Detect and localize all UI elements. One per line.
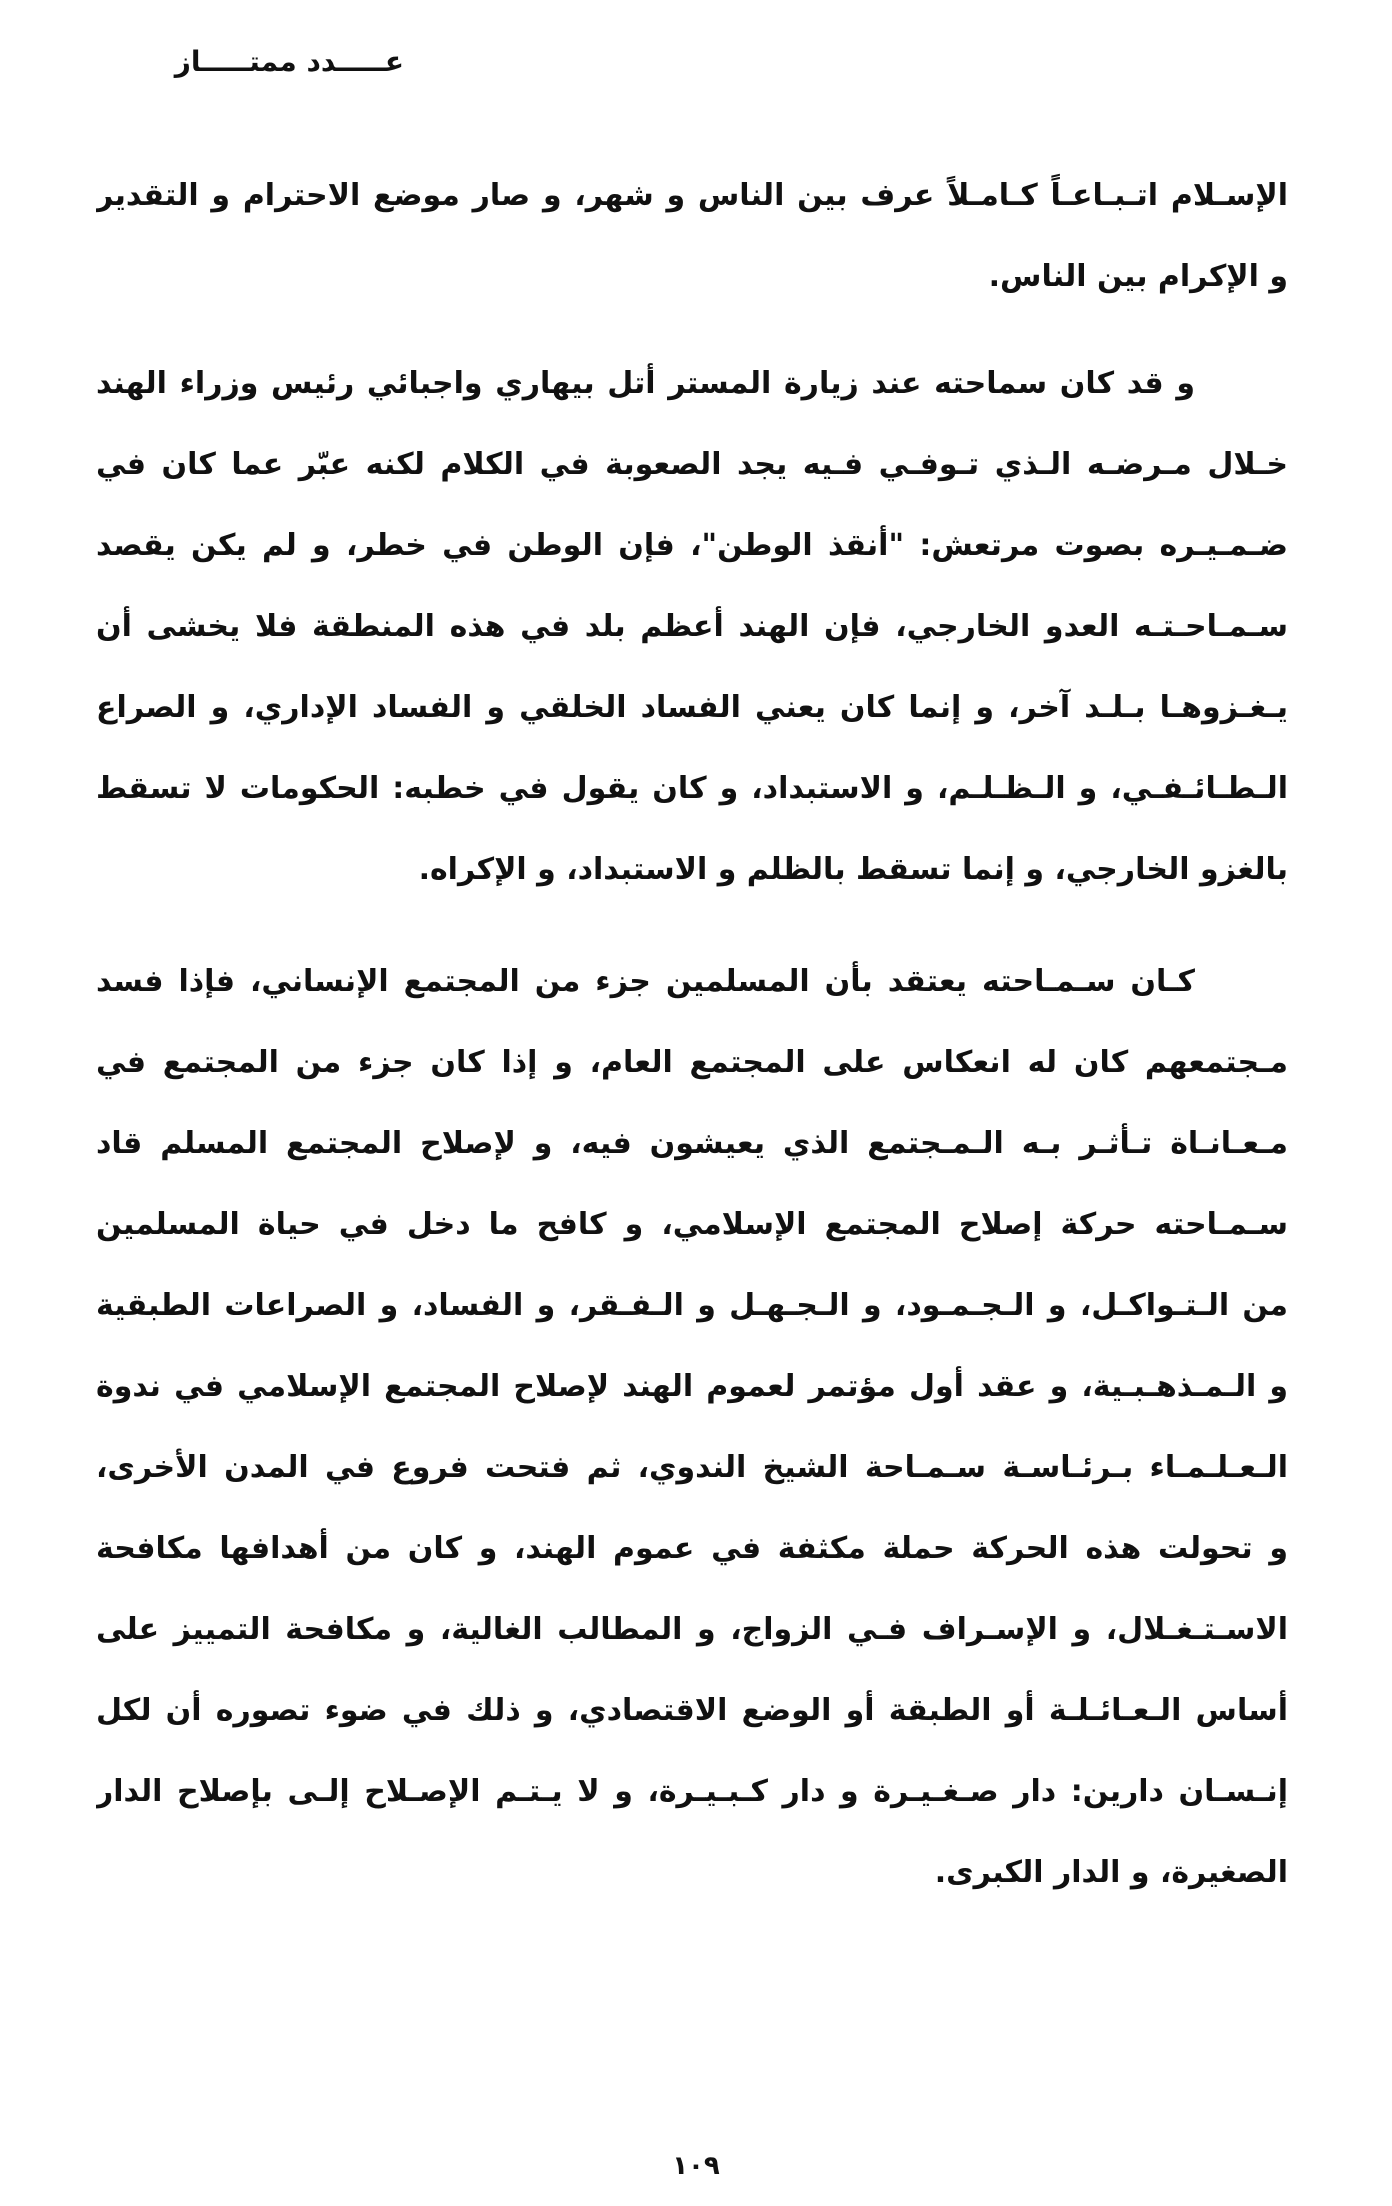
text-line: أساس الـعـائـلـة أو الطبقة أو الوضع الاقتصادي، و ذلك في ضوء تصوره أن لكل xyxy=(96,1693,1288,1728)
text-line: الـطـائـفـي، و الـظـلـم، و الاستبداد، و كان يقول في خطبه: الحكومات لا تسقط xyxy=(96,771,1288,806)
text-line: سـمـاحته حركة إصلاح المجتمع الإسلامي، و كافح ما دخل في حياة المسلمين xyxy=(96,1207,1288,1242)
text-line: من الـتـواكـل، و الـجـمـود، و الـجـهـل و الـفـقر، و الفساد، و الصراعات الطبقية xyxy=(96,1288,1288,1323)
text-line: الاسـتـغـلال، و الإسـراف فـي الزواج، و المطالب الغالية، و مكافحة التمييز على xyxy=(96,1612,1288,1647)
text-line: الصغيرة، و الدار الكبرى. xyxy=(934,1855,1288,1890)
page-body xyxy=(96,155,1288,1913)
paragraph xyxy=(96,941,1288,1913)
text-line: كـان سـمـاحته يعتقد بأن المسلمين جزء من المجتمع الإنساني، فإذا فسد xyxy=(96,964,1195,999)
text-line: و الـمـذهـبـية، و عقد أول مؤتمر لعموم الهند لإصلاح المجتمع الإسلامي في ندوة xyxy=(96,1369,1288,1404)
text-line: و الإكرام بين الناس. xyxy=(988,259,1288,294)
text-line: بالغزو الخارجي، و إنما تسقط بالظلم و الاستبداد، و الإكراه. xyxy=(418,852,1288,887)
page-number: ١٠٩ xyxy=(672,2151,720,2181)
paragraph xyxy=(96,155,1288,317)
running-header: عـــــدد ممتـــــاز xyxy=(174,45,404,78)
text-line: خـلال مـرضـه الـذي تـوفـي فـيه يجد الصعوبة في الكلام لكنه عبّر عما كان في xyxy=(96,447,1288,482)
text-line: و تحولت هذه الحركة حملة مكثفة في عموم الهند، و كان من أهدافها مكافحة xyxy=(96,1531,1288,1566)
text-line: إنـسـان دارين: دار صـغـيـرة و دار كـبـيـرة، و لا يـتـم الإصـلاح إلـى بإصلاح الدار xyxy=(96,1774,1288,1809)
paragraph xyxy=(96,343,1288,910)
text-line: و قد كان سماحته عند زيارة المستر أتل بيهاري واجبائي رئيس وزراء الهند xyxy=(96,366,1195,401)
text-line: ضـمـيـره بصوت مرتعش: "أنقذ الوطن"، فإن الوطن في خطر، و لم يكن يقصد xyxy=(96,528,1288,563)
text-line: الإسـلام اتـبـاعـاً كـامـلاً عرف بين الناس و شهر، و صار موضع الاحترام و التقدير xyxy=(96,178,1288,213)
text-line: يـغـزوهـا بـلـد آخر، و إنما كان يعني الفساد الخلقي و الفساد الإداري، و الصراع xyxy=(96,690,1288,725)
text-line: سـمـاحـتـه العدو الخارجي، فإن الهند أعظم بلد في هذه المنطقة فلا يخشى أن xyxy=(96,609,1288,644)
text-line: مـجتمعهم كان له انعكاس على المجتمع العام، و إذا كان جزء من المجتمع في xyxy=(96,1045,1288,1080)
text-line: الـعـلـمـاء بـرئـاسـة سـمـاحة الشيخ الندوي، ثم فتحت فروع في المدن الأخرى، xyxy=(96,1450,1288,1485)
text-line: مـعـانـاة تـأثـر بـه الـمـجتمع الذي يعيشون فيه، و لإصلاح المجتمع المسلم قاد xyxy=(96,1126,1288,1161)
